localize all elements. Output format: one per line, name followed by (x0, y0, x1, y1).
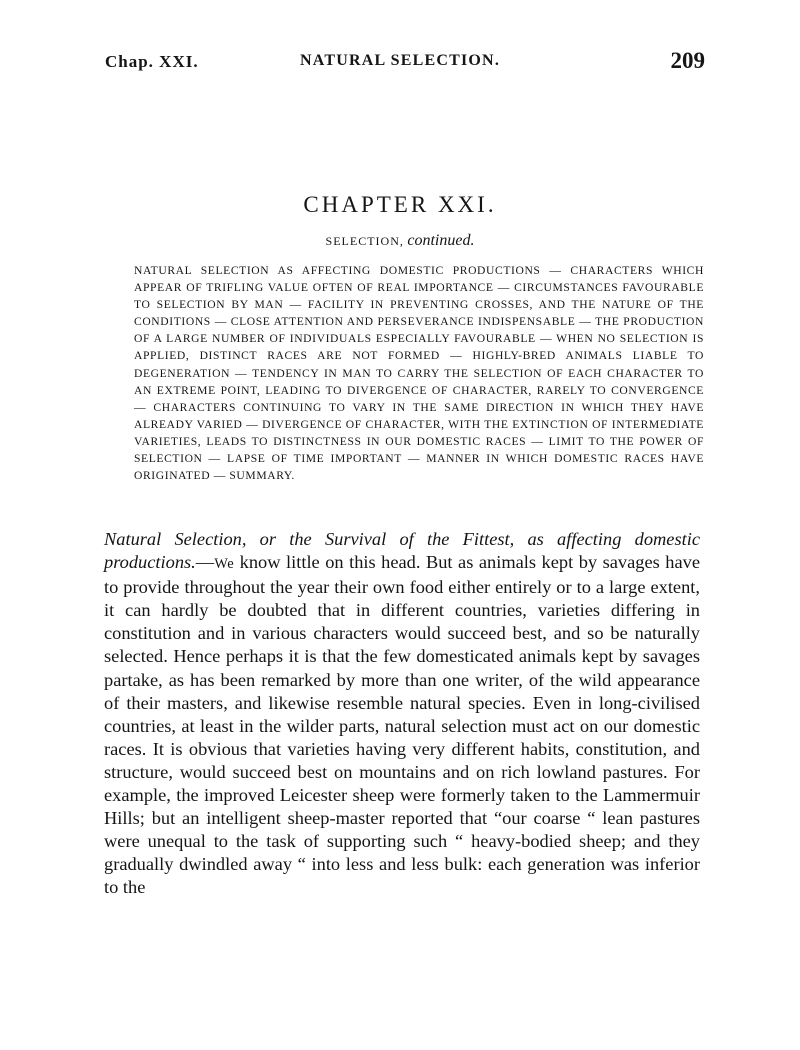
chapter-summary: NATURAL SELECTION AS AFFECTING DOMESTIC PRODUCTIONS — CHARACTERS WHICH APPEAR OF TRIFLING VALUE OFTEN OF REAL IMPORTANCE — CIRCUMSTANCES FAVOURABLE TO SELECTION BY MAN — FACILITY IN PREVENTING CROSSES, AND THE NATURE OF THE CONDITIONS — CLOSE ATTENTION AND PERSEVERANCE INDISPENSABLE — THE PRODUCTION OF A LARGE NUMBER OF INDIVIDUALS ESPECIALLY FAVOURABLE — WHEN NO SELECTION IS APPLIED, DISTINCT RACES ARE NOT FORMED — HIGHLY-BRED ANIMALS LIABLE TO DEGENERATION — TENDENCY IN MAN TO CARRY THE SELECTION OF EACH CHARACTER TO AN EXTREME POINT, LEADING TO DIVERGENCE OF CHARACTER, RARELY TO CONVERGENCE — CHARACTERS CONTINUING TO VARY IN THE SAME DIRECTION IN WHICH THEY HAVE ALREADY VARIED — DIVERGENCE OF CHARACTER, WITH THE EXTINCTION OF INTERMEDIATE VARIETIES, LEADS TO DISTINCTNESS IN OUR DOMESTIC RACES — LIMIT TO THE POWER OF SELECTION — LAPSE OF TIME IMPORTANT — MANNER IN WHICH DOMESTIC RACES HAVE ORIGINATED — SUMMARY. (134, 264, 704, 483)
lead-dash: — (195, 552, 215, 573)
chapter-heading: CHAPTER XXI. (303, 192, 497, 217)
chapter-label: Chap. XXI. (105, 52, 199, 71)
running-head (105, 48, 705, 82)
page-number: 209 (670, 48, 705, 73)
paragraph-text: know little on this head. But as animals kept by savages have to provide throughout the year their own food either entirely or to a large extent, it can hardly be doubted that in different countries, varieties differing in constitution and in various characters would succeed best, and so be naturally selected. Hence perhaps it is that the few domesticated animals kept by savages partake, as has been remarked by more than one writer, of the wild appearance of their masters, and likewise resemble natural species. Even in long-civilised countries, at least in the wilder parts, natural selection must act on our domestic races. It is obvious that varieties having very different habits, constitution, and structure, would succeed best on mountains and on rich lowland pastures. For example, the improved Leicester sheep were formerly taken to the Lammermuir Hills; but an intelligent sheep-master reported that “our coarse “ lean pastures were unequal to the task of supporting such “ heavy-bodied sheep; and they gradually dwindled away “ into less and less bulk: each generation was inferior to the (104, 552, 700, 898)
chapter-subtitle (0, 232, 800, 250)
running-title: NATURAL SELECTION. (300, 52, 501, 69)
we-smallcaps: We (214, 556, 235, 573)
paragraph-lead: Natural Selection, or the Survival of the Fittest, as affecting domestic productions. (104, 529, 700, 573)
chapter-subtitle-continued: continued. (407, 232, 475, 249)
body-paragraph (104, 528, 700, 900)
chapter-subtitle-main: SELECTION, (325, 234, 404, 248)
